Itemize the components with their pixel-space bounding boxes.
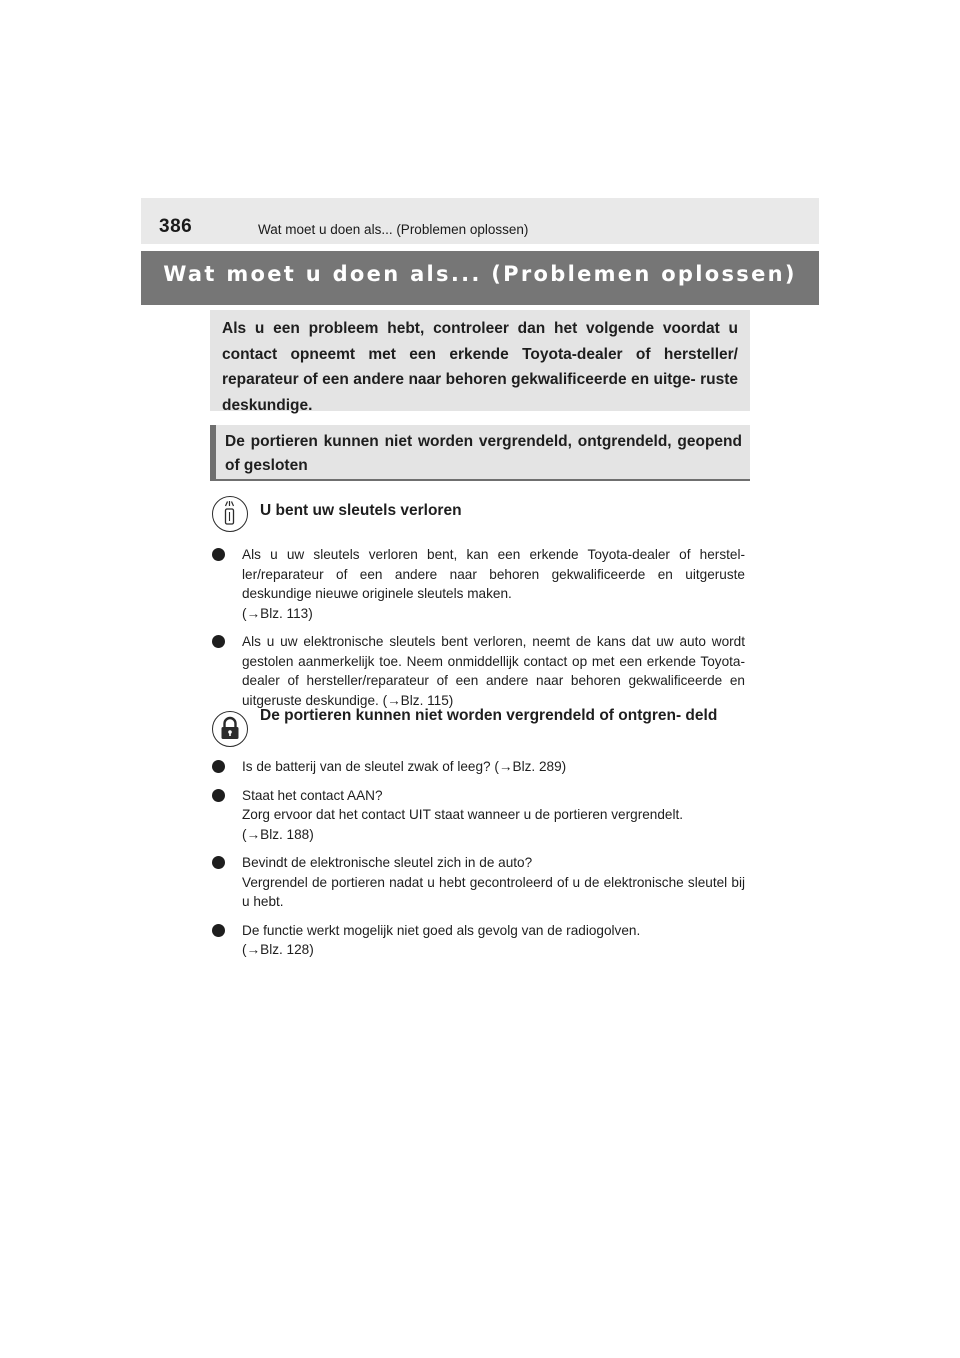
bullet-icon	[212, 789, 225, 802]
lost-keys-list	[212, 545, 745, 719]
page-reference: (→Blz. 188)	[242, 826, 314, 842]
page-reference: (→Blz. 113)	[242, 605, 313, 621]
page-reference: (→Blz. 128)	[242, 942, 314, 957]
title-bar	[141, 251, 819, 305]
list-item: De functie werkt mogelijk niet goed als gevolg van de radiogolven. (→Blz. 128)	[212, 921, 745, 960]
list-item: Bevindt de elektronische sleutel zich in de auto? Vergrendel de portieren nadat u hebt gecontroleerd of u de elektronische sleutel bij u hebt.	[212, 853, 745, 912]
list-item: Als u uw elektronische sleutels bent verloren, neemt de kans dat uw auto wordt gestolen aanmerkelijk toe. Neem onmiddellijk contact op met een erkende Toyota-dealer of hersteller/reparateur of een andere naar behoren gekwalificeerde en uitgeruste deskundige. (→Blz. 115)	[212, 632, 745, 710]
list-item: Is de batterij van de sleutel zwak of leeg? (→Blz. 289)	[212, 757, 745, 777]
page-title: Wat moet u doen als... (Problemen oplossen)	[163, 262, 797, 286]
bullet-icon	[212, 856, 225, 869]
subsection-heading-lost-keys: U bent uw sleutels verloren	[260, 502, 462, 519]
page-number: 386	[159, 216, 193, 237]
list-item: Staat het contact AAN? Zorg ervoor dat het contact UIT staat wanneer u de portieren vergrendelt. (→Blz. 188)	[212, 786, 745, 845]
intro-text: Als u een probleem hebt, controleer dan het volgende voordat u contact opneemt met een erkende Toyota-dealer of hersteller/ reparateur of een andere naar behoren gekwalificeerde en uitge- ruste deskundige.	[222, 320, 738, 414]
header-band	[141, 198, 819, 244]
section-heading-text: De portieren kunnen niet worden vergrendeld, ontgrendeld, geopend of gesloten	[225, 433, 742, 474]
key-icon	[212, 496, 248, 532]
bullet-icon	[212, 924, 225, 937]
subsection-heading-doors-not-locking: De portieren kunnen niet worden vergrendeld of ontgren- deld	[260, 707, 718, 724]
padlock-icon	[212, 711, 248, 747]
bullet-icon	[212, 760, 225, 773]
bullet-icon	[212, 548, 225, 561]
intro-box	[210, 310, 750, 414]
list-item: Als u uw sleutels verloren bent, kan een erkende Toyota-dealer of herstel- ler/reparateur of een andere naar behoren gekwalificeerde en uitgeruste deskundige nieuwe originele sleutels maken. (→Blz. 113)	[212, 545, 745, 623]
bullet-icon	[212, 635, 225, 648]
section-heading	[210, 425, 750, 481]
doors-not-locking-list	[212, 757, 745, 969]
running-title: Wat moet u doen als... (Problemen oplossen)	[258, 222, 529, 237]
